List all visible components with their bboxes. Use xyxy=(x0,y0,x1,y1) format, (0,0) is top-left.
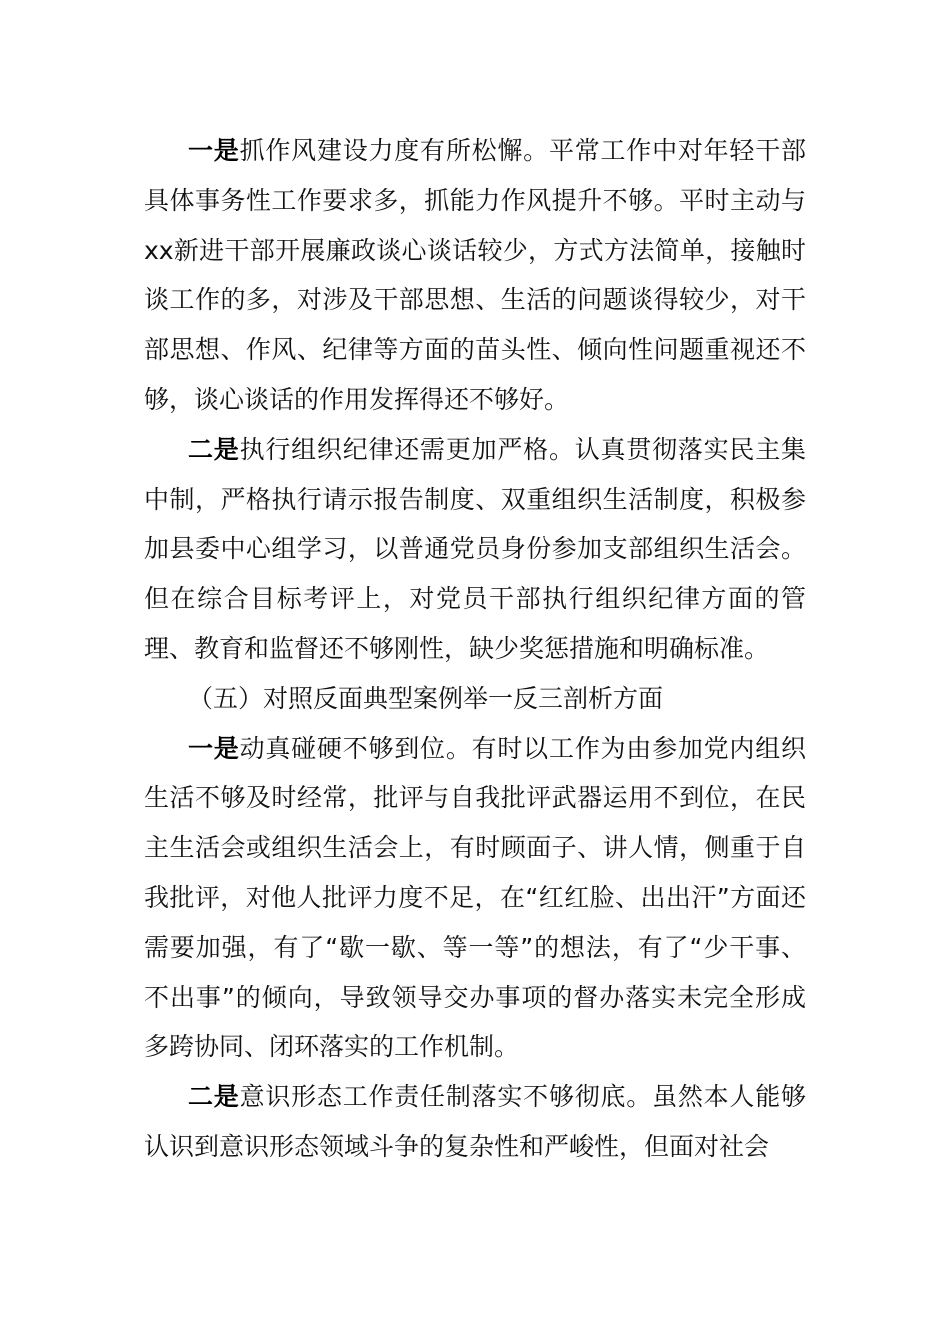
paragraph-1 xyxy=(144,126,806,425)
paragraph-1-text: 抓作风建设力度有所松懈。平常工作中对年轻干部具体事务性工作要求多，抓能力作风提升不够。平时主动与xx新进干部开展廉政谈心谈话较少，方式方法简单，接触时谈工作的多，对涉及干部思想、生活的问题谈得较少，对干部思想、作风、纪律等方面的苗头性、倾向性问题重视还不够，谈心谈话的作用发挥得还不够好。 xyxy=(144,136,806,414)
section-paragraph-1-text: 动真碰硬不够到位。有时以工作为由参加党内组织生活不够及时经常，批评与自我批评武器运用不到位，在民主生活会或组织生活会上，有时顾面子、讲人情，侧重于自我批评，对他人批评力度不足，在“红红脸、出出汗”方面还需要加强，有了“歇一歇、等一等”的想法，有了“少干事、不出事”的倾向，导致领导交办事项的督办落实未完全形成多跨协同、闭环落实的工作机制。 xyxy=(144,733,806,1062)
paragraph-2-lead: 二是 xyxy=(188,434,240,464)
paragraph-2 xyxy=(144,425,806,674)
section-paragraph-2-text: 意识形态工作责任制落实不够彻底。虽然本人能够认识到意识形态领域斗争的复杂性和严峻性，但面对社会 xyxy=(144,1082,806,1161)
section-paragraph-1 xyxy=(144,724,806,1073)
section-paragraph-2-lead: 二是 xyxy=(188,1082,240,1112)
section-paragraph-2 xyxy=(144,1072,806,1172)
section-heading: （五）对照反面典型案例举一反三剖析方面 xyxy=(188,683,664,713)
paragraph-2-text: 执行组织纪律还需更加严格。认真贯彻落实民主集中制，严格执行请示报告制度、双重组织生活制度，积极参加县委中心组学习，以普通党员身份参加支部组织生活会。但在综合目标考评上，对党员干部执行组织纪律方面的管理、教育和监督还不够刚性，缺少奖惩措施和明确标准。 xyxy=(144,434,806,663)
document-body xyxy=(144,126,806,1172)
section-paragraph-1-lead: 一是 xyxy=(188,733,240,763)
paragraph-1-lead: 一是 xyxy=(188,136,240,165)
